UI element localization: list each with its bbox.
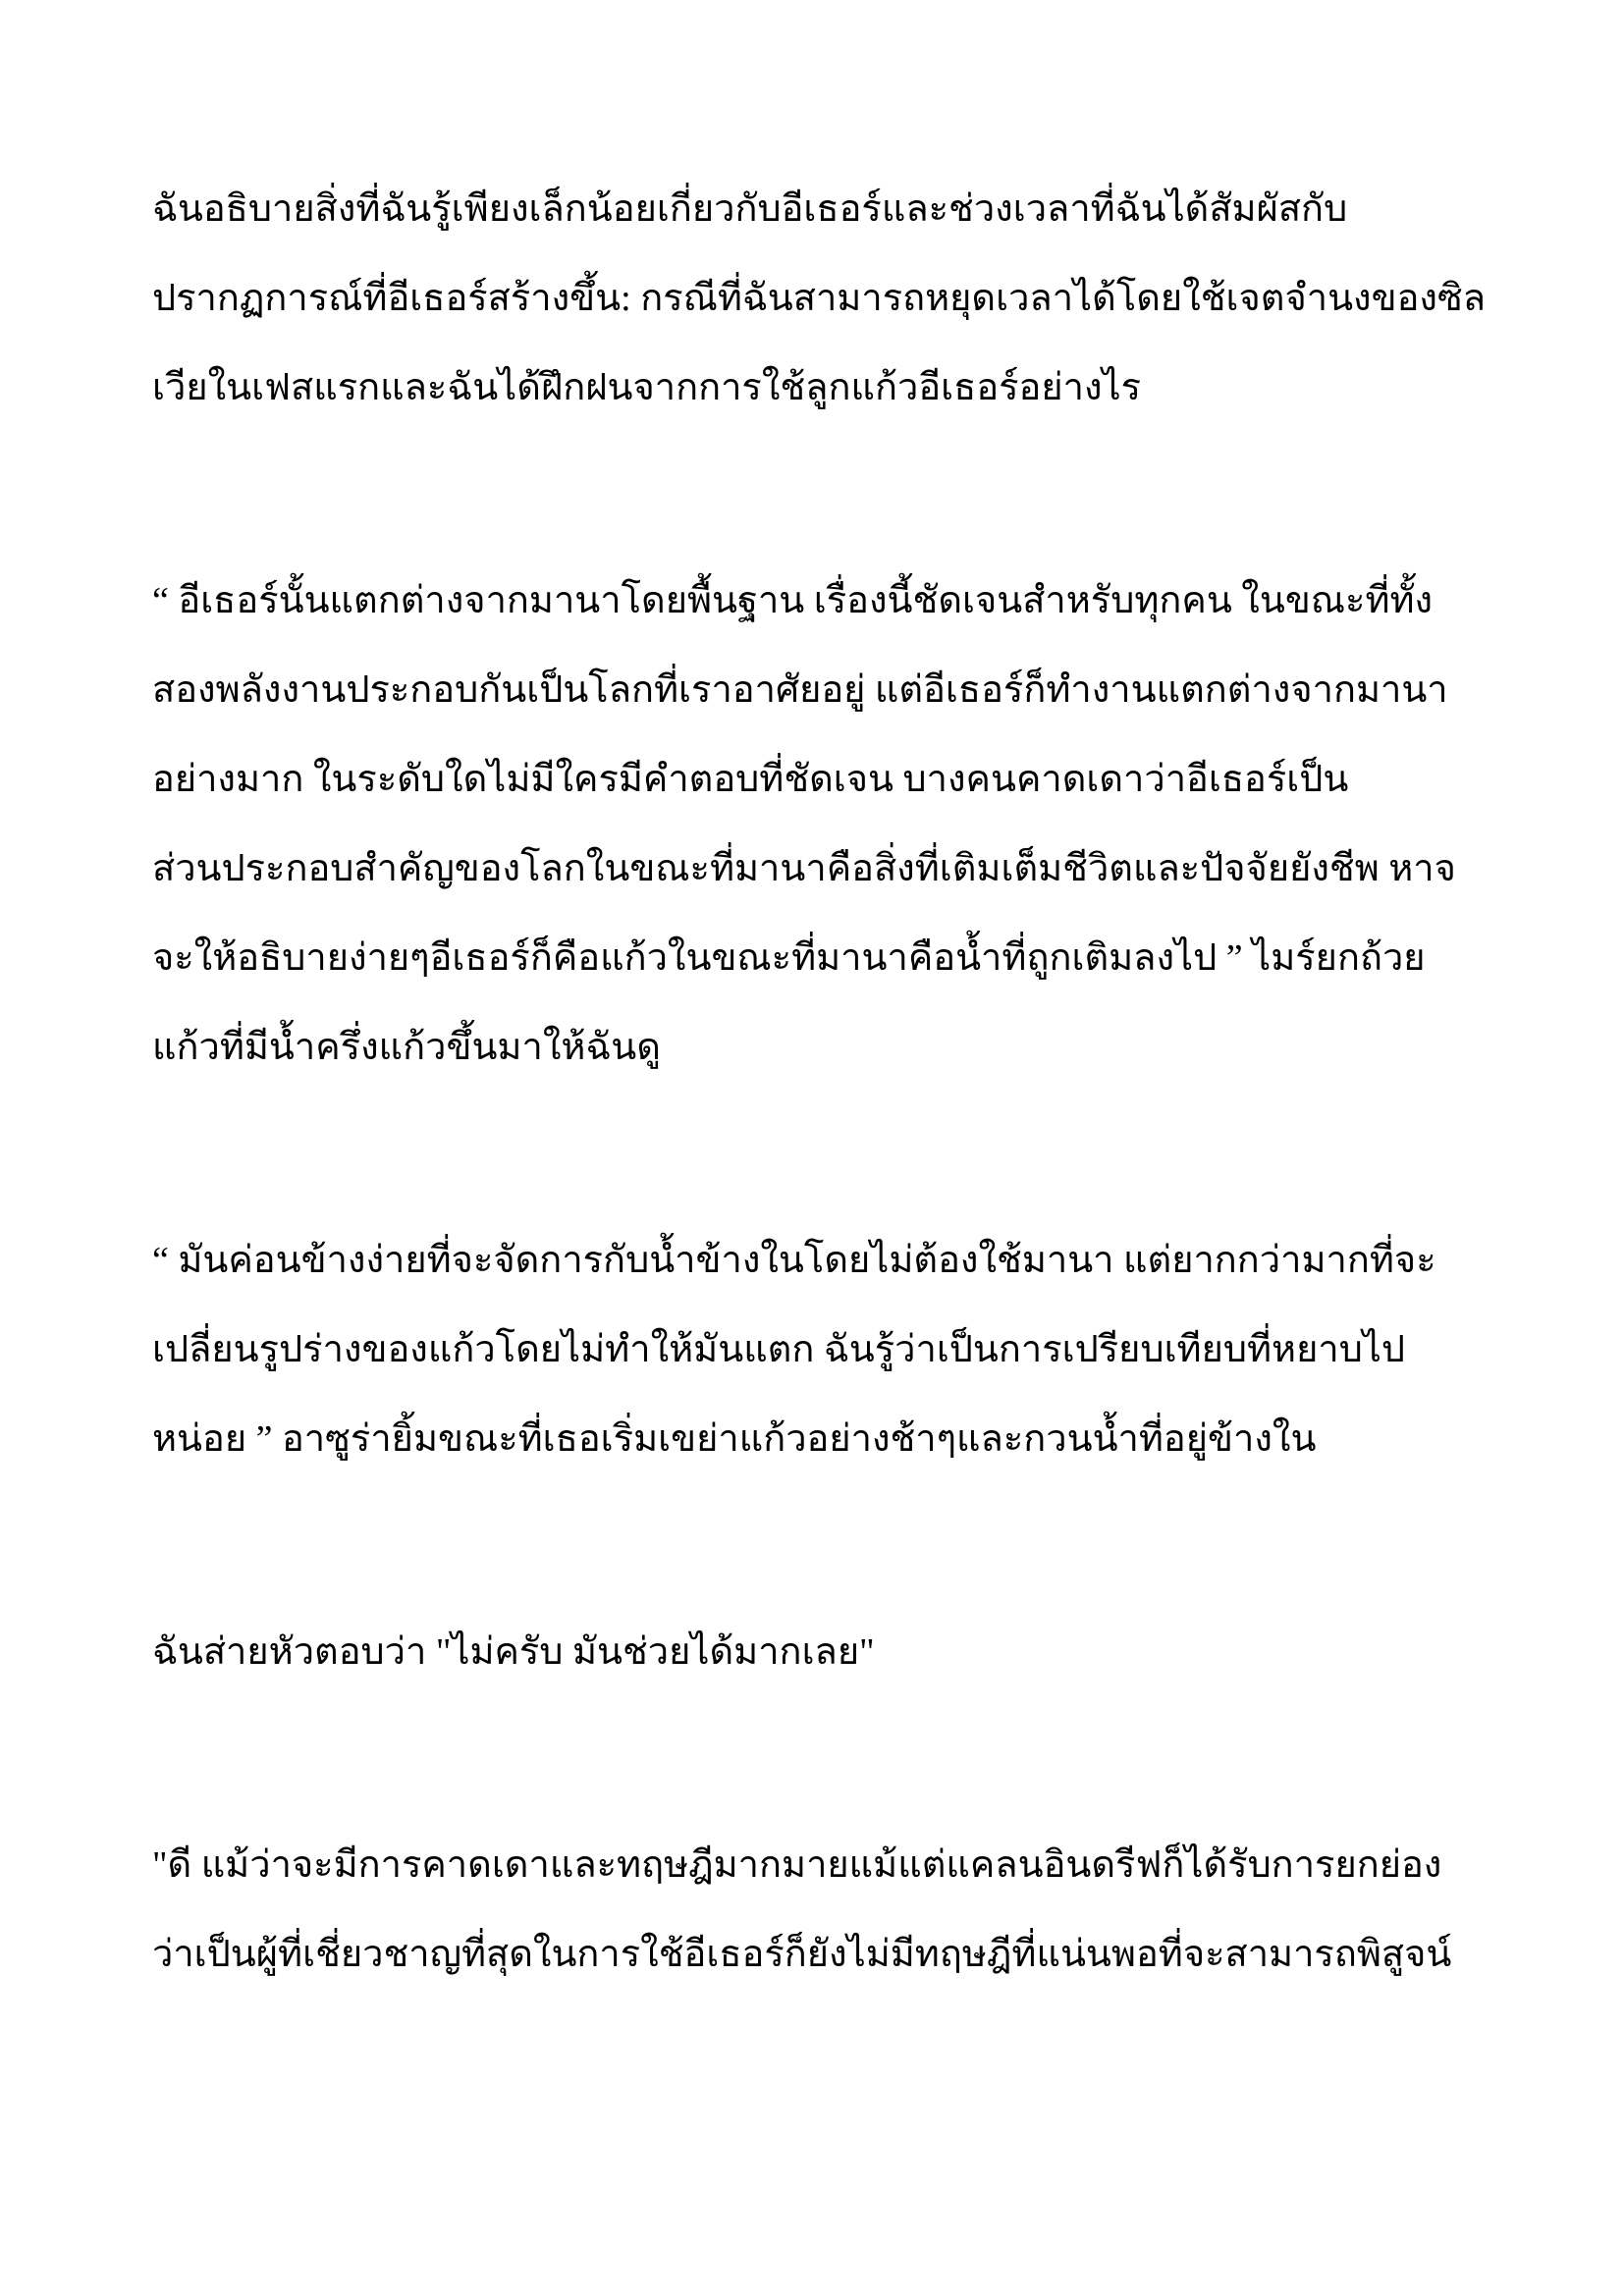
text-line: ปรากฏการณ์ที่อีเธอร์สร้างขึ้น: กรณีที่ฉันสามารถหยุดเวลาได้โดยใช้เจตจำนงของซิล — [152, 278, 1487, 319]
text-line: ฉันส่ายหัวตอบว่า "ไม่ครับ มันช่วยได้มากเลย" — [152, 1631, 875, 1673]
text-line: ฉันอธิบายสิ่งที่ฉันรู้เพียงเล็กน้อยเกี่ยวกับอีเธอร์และช่วงเวลาที่ฉันได้สัมผัสกับ — [152, 188, 1348, 230]
text-line: “ มันค่อนข้างง่ายที่จะจัดการกับน้ำข้างในโดยไม่ต้องใช้มานา แต่ยากกว่ามากที่จะ — [152, 1240, 1436, 1281]
paragraph — [152, 557, 1479, 1093]
paragraph — [152, 1821, 1479, 2000]
text-line: เวียในเฟสแรกและฉันได้ฝึกฝนจากการใช้ลูกแก้วอีเธอร์อย่างไร — [152, 367, 1142, 408]
paragraph — [152, 165, 1487, 433]
text-line: ว่าเป็นผู้ที่เชี่ยวชาญที่สุดในการใช้อีเธอร์ก็ยังไม่มีทฤษฎีที่แน่นพอที่จะสามารถพิสูจน์ — [152, 1934, 1452, 1975]
text-line: "ดี แม้ว่าจะมีการคาดเดาและทฤษฎีมากมายแม้แต่แคลนอินดรีฟก็ได้รับการยกย่อง — [152, 1844, 1442, 1886]
text-line: หน่อย ” อาซูร่ายิ้มขณะที่เธอเริ่มเขย่าแก้วอย่างช้าๆและกวนน้ำที่อยู่ข้างใน — [152, 1418, 1317, 1460]
paragraph — [152, 1216, 1479, 1484]
text-line: เปลี่ยนรูปร่างของแก้วโดยไม่ทำให้มันแตก ฉันรู้ว่าเป็นการเปรียบเทียบที่หยาบไป — [152, 1329, 1406, 1370]
text-line: แก้วที่มีน้ำครึ่งแก้วขึ้นมาให้ฉันดู — [152, 1027, 661, 1068]
text-line: ส่วนประกอบสำคัญของโลกในขณะที่มานาคือสิ่งที่เติมเต็มชีวิตและปัจจัยยังชีพ หาจ — [152, 848, 1456, 889]
text-line: สองพลังงานประกอบกันเป็นโลกที่เราอาศัยอยู่ แต่อีเธอร์ก็ทำงานแตกต่างจากมานา — [152, 669, 1448, 711]
text-line: จะให้อธิบายง่ายๆอีเธอร์ก็คือแก้วในขณะที่มานาคือน้ำที่ถูกเติมลงไป ” ไมร์ยกถ้วย — [152, 937, 1426, 979]
text-line: “ อีเธอร์นั้นแตกต่างจากมานาโดยพื้นฐาน เรื่องนี้ชัดเจนสำหรับทุกคน ในขณะที่ทั้ง — [152, 580, 1434, 621]
document-body — [152, 165, 1487, 2123]
text-line: อย่างมาก ในระดับใดไม่มีใครมีคำตอบที่ชัดเจน บางคนคาดเดาว่าอีเธอร์เป็น — [152, 759, 1349, 800]
paragraph — [152, 1608, 1479, 1697]
